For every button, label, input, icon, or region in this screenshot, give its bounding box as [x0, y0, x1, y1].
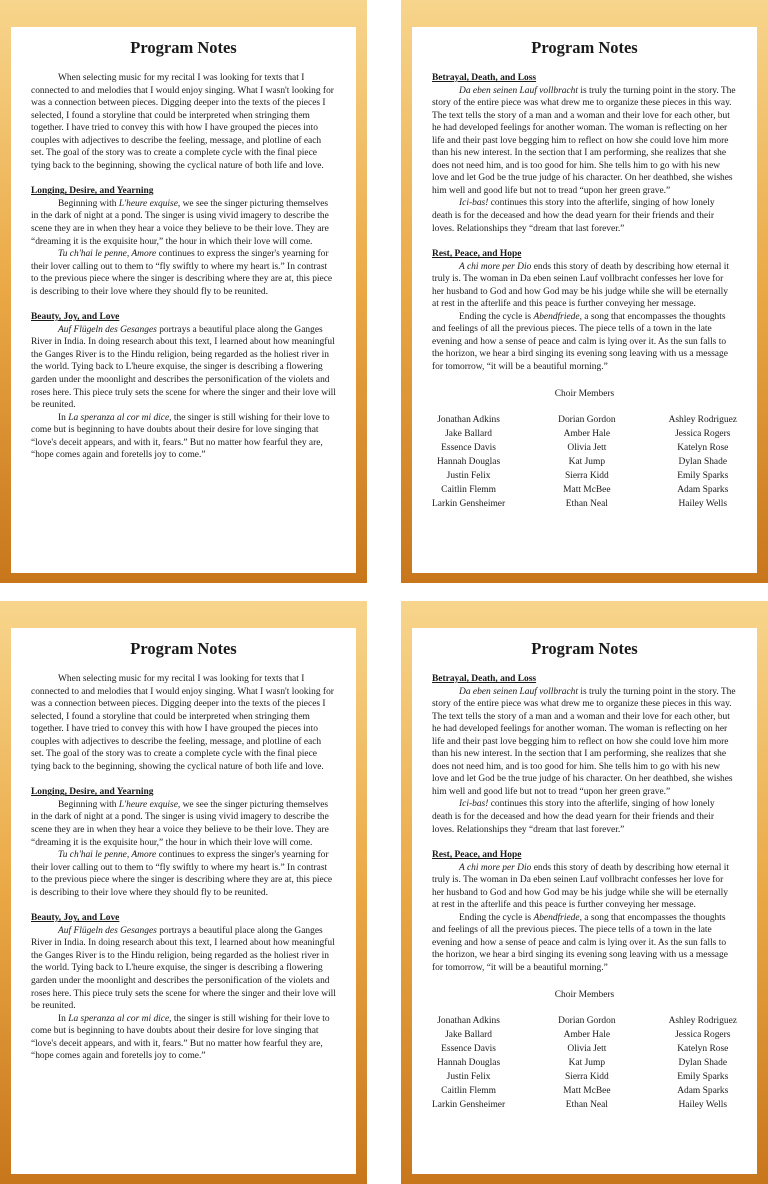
page-paper [412, 628, 757, 1174]
paragraph-body-text: is truly the turning point in the story. The story of the entire piece was what drew me to organize these pieces in this way. The text tells the story of a man and a woman and their love for each other, but he had developed feelings for another woman. The woman is reflecting on her life and their past love begging him to reflect on how she could love him more than his new interest. In the section that I am performing, she realizes that she does not need him, and is too good for him. She tells him to go with his new love and let God be the true judge of his character. On her deathbed, she wishes him well and good life but not to tread “upon her green grave.” [432, 85, 736, 196]
choir-member-name: Sierra Kidd [564, 471, 609, 482]
paragraph-body-text: , we see the singer picturing themselves in the dark of night at a pond. The singer is using vivid imagery to describe the scene they are in when they hear a voice they believe to be their love. They are “dreaming it is the exquisite hour,” the hour in which their love will come. [31, 198, 329, 247]
choir-member-name: Hannah Douglas [436, 457, 501, 468]
choir-member-name: Kat Jump [568, 457, 606, 468]
program-note-paragraph [31, 198, 336, 248]
section-heading: Longing, Desire, and Yearning [31, 186, 154, 197]
page-title: Program Notes [130, 38, 237, 57]
piece-title: A chi more per Dio [459, 261, 532, 272]
piece-title: L'heure exquise [118, 799, 178, 810]
program-note-paragraph [432, 261, 737, 311]
paragraph-body-text: ends this story of death by describing how eternal it truly is. The woman in Da eben seinen Lauf vollbracht confesses her love for her husband to God and how God may be his judge while she will be eternally at rest in the afterlife and this peace is further conveying her message. [432, 261, 729, 310]
paragraph-body-text: portrays a beautiful place along the Ganges River in India. In doing research about this text, I learned about how meaningful the Ganges River is to the Hindu religion, being regarded as the holiest river in the world. Tying back to L'heure exquise, the singer is describing a flowering garden under the moonlight and describes the personification of the violets and roses here. This piece truly sets the scene for where the singer and their love will be reunited. [31, 324, 336, 411]
choir-member-name: Hannah Douglas [436, 1058, 501, 1069]
piece-title: Auf Flügeln des Gesanges [58, 925, 157, 936]
choir-member-name: Emily Sparks [677, 471, 729, 482]
choir-member-name: Jessica Rogers [675, 1030, 731, 1041]
program-note-paragraph [31, 412, 336, 462]
piece-title: Ici-bas! [459, 198, 489, 209]
piece-title: Da eben seinen Lauf vollbracht [459, 686, 578, 697]
paragraph-body-text: , the singer is still wishing for their love to come but is beginning to have doubts about their desire for love singing that “love's deceit appears, and with it, fears.” But no matter how fearful they are, “hope comes again and foretells joy to come.” [31, 1013, 330, 1062]
choir-member-name: Sierra Kidd [564, 1072, 609, 1083]
section-spacer [31, 298, 336, 311]
choir-member-name: Ethan Neal [565, 499, 608, 510]
choir-member-name: Hailey Wells [678, 1100, 728, 1111]
choir-column [432, 1014, 505, 1112]
choir-member-name: Jessica Rogers [675, 429, 731, 440]
paragraph-lead-text: In [58, 1013, 69, 1024]
page-paper [11, 628, 356, 1174]
right-page-content [412, 628, 757, 1112]
piece-title: Da eben seinen Lauf vollbracht [459, 85, 578, 96]
left-page-content [11, 27, 356, 462]
paragraph-body-text: continues to express the singer's yearning for their lover calling out to them to “fly swiftly to where my heart is.” In contrast to the previous piece where the singer is describing where they are at, this piece is describing to their love where they should fly to be reunited. [31, 850, 333, 898]
section-spacer [432, 235, 737, 248]
section-heading: Betrayal, Death, and Loss [432, 73, 537, 83]
choir-member-name: Dorian Gordon [558, 1016, 616, 1027]
choir-member-name: Amber Hale [563, 429, 611, 440]
choir-member-name: Hailey Wells [678, 499, 728, 510]
choir-member-name: Jake Ballard [445, 1030, 493, 1041]
choir-member-name: Jonathan Adkins [437, 1016, 500, 1027]
choir-member-name: Larkin Gensheimer [432, 1100, 506, 1111]
choir-members-title: Choir Members [554, 989, 615, 1000]
choir-member-name: Justin Felix [446, 471, 491, 482]
left-page-content [11, 628, 356, 1063]
section-heading: Rest, Peace, and Hope [432, 249, 522, 260]
paragraph-body-text: is truly the turning point in the story. The story of the entire piece was what drew me to organize these pieces in this way. The text tells the story of a man and a woman and their love for each other, but he had developed feelings for another woman. The woman is reflecting on her life and their past love begging him to reflect on how she could love him more than his new interest. In the section that I am performing, she realizes that she does not need him, and is too good for him. She tells him to go with his new love and let God be the true judge of his character. On her deathbed, she wishes him well and good life but not to tread “upon her green grave.” [432, 686, 736, 797]
choir-column [669, 1014, 737, 1112]
choir-column [558, 413, 615, 511]
piece-title: Auf Flügeln des Gesanges [58, 324, 157, 335]
program-note-paragraph [31, 799, 336, 849]
page-title: Program Notes [531, 38, 638, 57]
choir-members-list [432, 1014, 737, 1112]
page-title: Program Notes [130, 639, 237, 658]
paragraph-body-text: continues this story into the afterlife, singing of how lonely death is for the deceased and how the dead yearn for their friends and their loves. Relationships they “dream that last forever.” [432, 799, 715, 835]
piece-title: Tu ch'hai le penne, Amore [58, 249, 157, 260]
choir-member-name: Essence Davis [441, 443, 496, 454]
choir-member-name: Dylan Shade [678, 1058, 728, 1069]
section-spacer [31, 773, 336, 786]
program-note-paragraph [432, 912, 737, 975]
program-note-paragraph [432, 85, 737, 198]
program-note-paragraph [432, 686, 737, 799]
paragraph-lead-text: Beginning with [58, 198, 119, 209]
right-page-content [412, 27, 757, 511]
program-page-right-top [401, 0, 768, 583]
program-note-paragraph [31, 925, 336, 1013]
paragraph-body-text: ends this story of death by describing how eternal it truly is. The woman in Da eben seinen Lauf vollbracht confesses her love for her husband to God and how God may be his judge while she will be eternally at rest in the afterlife and this peace is further conveying her message. [432, 862, 729, 911]
piece-title: Abendfriede [533, 912, 580, 923]
program-page-left-bottom [0, 601, 367, 1184]
choir-member-name: Katelyn Rose [677, 443, 729, 454]
piece-title: La speranza al cor mi dice [68, 1013, 170, 1024]
choir-member-name: Larkin Gensheimer [432, 499, 506, 510]
choir-member-name: Caitlin Flemm [441, 485, 496, 496]
choir-member-name: Olivia Jett [567, 443, 607, 454]
choir-member-name: Matt McBee [563, 485, 611, 496]
program-note-paragraph [31, 324, 336, 412]
paragraph-lead-text: Ending the cycle is [459, 912, 534, 923]
section-heading: Betrayal, Death, and Loss [432, 674, 537, 684]
paragraph-lead-text: Beginning with [58, 799, 119, 810]
paragraph-lead-text: In [58, 412, 69, 423]
paragraph-lead-text: Ending the cycle is [459, 311, 534, 322]
program-note-paragraph [432, 798, 737, 836]
section-heading: Rest, Peace, and Hope [432, 850, 522, 861]
intro-paragraph: When selecting music for my recital I was looking for texts that I connected to and melodies that I would enjoy singing. What I wasn't looking for was a connection between pieces. Digging deeper into the texts of the pieces I selected, I found a storyline that could be interpreted when stringing them together. I have tried to convey this with how I have grouped the pieces into couples with adjectives to describe the feeling, message, and plotline of each set. The goal of the story was to create a complete cycle with the final piece tying back to the beginning, showing the cyclical nature of both life and love. [31, 73, 334, 171]
piece-title: L'heure exquise [118, 198, 178, 209]
section-spacer [432, 836, 737, 849]
choir-member-name: Adam Sparks [677, 485, 729, 496]
choir-member-name: Justin Felix [446, 1072, 491, 1083]
choir-members-title: Choir Members [554, 388, 615, 399]
program-note-paragraph [432, 311, 737, 374]
program-note-paragraph [432, 862, 737, 912]
choir-member-name: Katelyn Rose [677, 1044, 729, 1055]
page-paper [11, 27, 356, 573]
paragraph-body-text: portrays a beautiful place along the Ganges River in India. In doing research about this text, I learned about how meaningful the Ganges River is to the Hindu religion, being regarded as the holiest river in the world. Tying back to L'heure exquise, the singer is describing a flowering garden under the moonlight and describes the personification of the violets and roses here. This piece truly sets the scene for where the singer and their love will be reunited. [31, 925, 336, 1012]
choir-member-name: Adam Sparks [677, 1086, 729, 1097]
section-heading: Beauty, Joy, and Love [31, 913, 120, 924]
program-page-left-top [0, 0, 367, 583]
choir-member-name: Jonathan Adkins [437, 415, 500, 426]
choir-member-name: Kat Jump [568, 1058, 606, 1069]
choir-members-list [432, 413, 737, 511]
choir-member-name: Matt McBee [563, 1086, 611, 1097]
section-heading: Longing, Desire, and Yearning [31, 787, 154, 798]
program-note-paragraph [31, 248, 336, 298]
paragraph-body-text: , a song that encompasses the thoughts and feelings of all the previous pieces. The piece tells of a town in the late evening and how a sense of peace and calm is lying over it. As the sun falls to the horizon, we hear a bird singing its evening song leaving with us a message for tomorrow, “it will be a beautiful morning.” [432, 912, 728, 974]
choir-column [669, 413, 737, 511]
section-spacer [31, 172, 336, 185]
choir-member-name: Olivia Jett [567, 1044, 607, 1055]
choir-member-name: Caitlin Flemm [441, 1086, 496, 1097]
paragraph-body-text: , we see the singer picturing themselves in the dark of night at a pond. The singer is using vivid imagery to describe the scene they are in when they hear a voice they believe to be their love. They are “dreaming it is the exquisite hour,” the hour in which their love will come. [31, 799, 329, 848]
choir-member-name: Jake Ballard [445, 429, 493, 440]
choir-member-name: Emily Sparks [677, 1072, 729, 1083]
section-spacer [31, 899, 336, 912]
choir-column [558, 1014, 615, 1112]
intro-paragraph: When selecting music for my recital I was looking for texts that I connected to and melodies that I would enjoy singing. What I wasn't looking for was a connection between pieces. Digging deeper into the texts of the pieces I selected, I found a storyline that could be interpreted when stringing them together. I have tried to convey this with how I have grouped the pieces into couples with adjectives to describe the feeling, message, and plotline of each set. The goal of the story was to create a complete cycle with the final piece tying back to the beginning, showing the cyclical nature of both life and love. [31, 674, 334, 772]
choir-member-name: Amber Hale [563, 1030, 611, 1041]
page-paper [412, 27, 757, 573]
page-title: Program Notes [531, 639, 638, 658]
paragraph-body-text: continues this story into the afterlife, singing of how lonely death is for the deceased and how the dead yearn for their friends and their loves. Relationships they “dream that last forever.” [432, 198, 715, 234]
choir-member-name: Dylan Shade [678, 457, 728, 468]
piece-title: Ici-bas! [459, 799, 489, 810]
program-note-paragraph [31, 849, 336, 899]
program-note-paragraph [432, 197, 737, 235]
choir-column [432, 413, 505, 511]
choir-member-name: Essence Davis [441, 1044, 496, 1055]
paragraph-body-text: , a song that encompasses the thoughts and feelings of all the previous pieces. The piece tells of a town in the late evening and how a sense of peace and calm is lying over it. As the sun falls to the horizon, we hear a bird singing its evening song leaving with us a message for tomorrow, “it will be a beautiful morning.” [432, 311, 728, 373]
choir-member-name: Dorian Gordon [558, 415, 616, 426]
piece-title: Tu ch'hai le penne, Amore [58, 850, 157, 861]
paragraph-body-text: , the singer is still wishing for their love to come but is beginning to have doubts about their desire for love singing that “love's deceit appears, and with it, fears.” But no matter how fearful they are, “hope comes again and foretells joy to come.” [31, 412, 330, 461]
choir-member-name: Ashley Rodriguez [668, 1016, 737, 1027]
section-heading: Beauty, Joy, and Love [31, 312, 120, 323]
piece-title: A chi more per Dio [459, 862, 532, 873]
piece-title: La speranza al cor mi dice [68, 412, 170, 423]
paragraph-body-text: continues to express the singer's yearning for their lover calling out to them to “fly swiftly to where my heart is.” In contrast to the previous piece where the singer is describing where they are at, this piece is describing to their love where they should fly to be reunited. [31, 249, 333, 297]
choir-member-name: Ethan Neal [565, 1100, 608, 1111]
piece-title: Abendfriede [533, 311, 580, 322]
program-page-right-bottom [401, 601, 768, 1184]
choir-member-name: Ashley Rodriguez [668, 415, 737, 426]
program-note-paragraph [31, 1013, 336, 1063]
